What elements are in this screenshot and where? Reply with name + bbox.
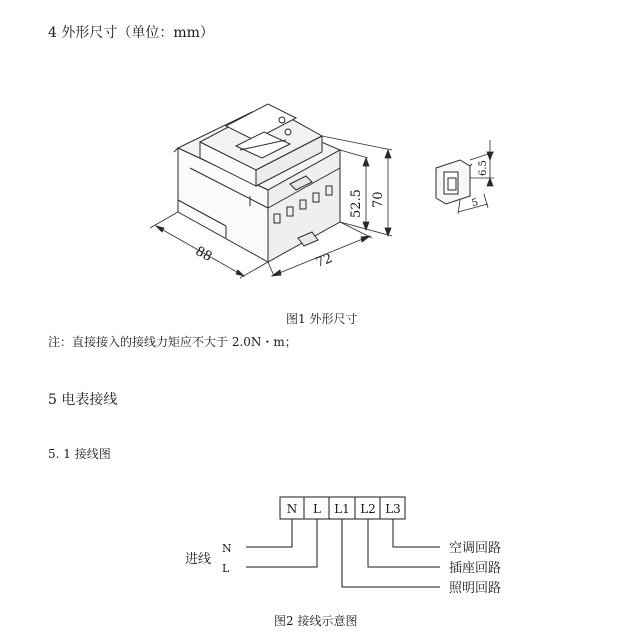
input-label: 进线 <box>185 552 212 567</box>
dim-5: 5 <box>470 197 480 210</box>
dim-88: 88 <box>192 243 215 265</box>
dim-6-5: 6.5 <box>478 160 489 176</box>
section5-title: 5 电表接线 <box>48 392 118 408</box>
dim-52-5: 52.5 <box>349 189 364 218</box>
output-aircon: 空调回路 <box>449 541 502 556</box>
dim-70: 70 <box>371 191 386 208</box>
figure2-caption: 图2 接线示意图 <box>274 614 358 628</box>
terminal-n: N <box>286 502 298 516</box>
section4-title: 4 外形尺寸（单位：mm） <box>48 25 214 41</box>
input-n-label: N <box>222 542 232 555</box>
terminal-l2: L2 <box>360 502 376 516</box>
output-lighting: 照明回路 <box>449 581 502 596</box>
subsection-title: 5. 1 接线图 <box>48 447 111 461</box>
torque-note: 注：直接接入的接线力矩应不大于 2.0N・m； <box>48 335 297 349</box>
dim-72: 72 <box>313 251 335 271</box>
figure1-caption: 图1 外形尺寸 <box>286 312 358 326</box>
input-l-label: L <box>222 562 230 575</box>
terminal-l1: L1 <box>334 502 350 516</box>
terminal-l: L <box>313 502 321 516</box>
output-socket: 插座回路 <box>449 561 502 576</box>
terminal-l3: L3 <box>385 502 401 516</box>
